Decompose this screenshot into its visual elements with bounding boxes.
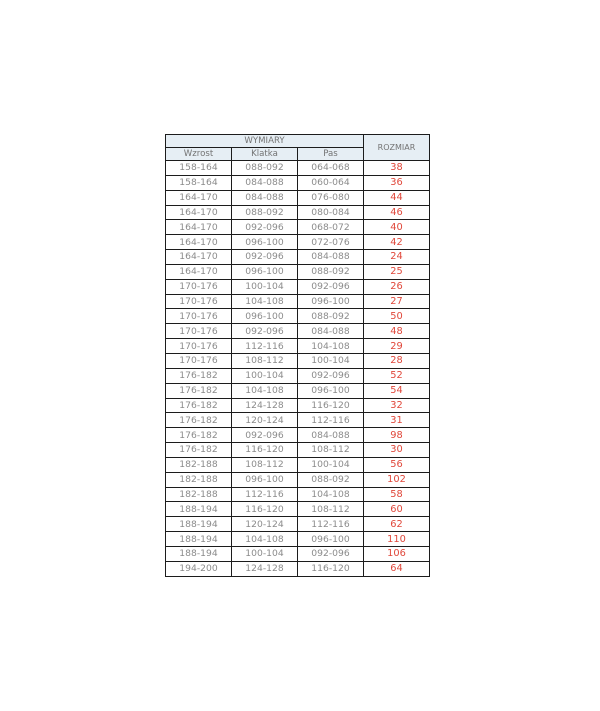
pas-cell: 100-104 — [298, 353, 364, 368]
klatka-cell: 120-124 — [232, 517, 298, 532]
wzrost-cell: 194-200 — [166, 561, 232, 576]
wzrost-cell: 176-182 — [166, 398, 232, 413]
rozmiar-cell: 27 — [364, 294, 430, 309]
rozmiar-cell: 38 — [364, 161, 430, 176]
klatka-cell: 112-116 — [232, 339, 298, 354]
column-header-pas: Pas — [298, 148, 364, 161]
pas-cell: 088-092 — [298, 264, 364, 279]
table-row — [166, 502, 430, 517]
rozmiar-cell: 58 — [364, 487, 430, 502]
klatka-cell: 096-100 — [232, 309, 298, 324]
rozmiar-cell: 40 — [364, 220, 430, 235]
rozmiar-cell: 50 — [364, 309, 430, 324]
rozmiar-cell: 110 — [364, 532, 430, 547]
table-row — [166, 190, 430, 205]
wzrost-cell: 170-176 — [166, 309, 232, 324]
klatka-cell: 088-092 — [232, 205, 298, 220]
size-chart-table — [165, 134, 430, 577]
pas-cell: 108-112 — [298, 502, 364, 517]
pas-cell: 116-120 — [298, 398, 364, 413]
klatka-cell: 084-088 — [232, 190, 298, 205]
rozmiar-cell: 31 — [364, 413, 430, 428]
wzrost-cell: 188-194 — [166, 502, 232, 517]
table-row — [166, 324, 430, 339]
rozmiar-cell: 28 — [364, 353, 430, 368]
table-row — [166, 294, 430, 309]
klatka-cell: 088-092 — [232, 161, 298, 176]
wzrost-cell: 158-164 — [166, 175, 232, 190]
wzrost-cell: 170-176 — [166, 279, 232, 294]
table-row — [166, 517, 430, 532]
table-row — [166, 398, 430, 413]
pas-cell: 064-068 — [298, 161, 364, 176]
wzrost-cell: 182-188 — [166, 472, 232, 487]
klatka-cell: 104-108 — [232, 383, 298, 398]
wzrost-cell: 164-170 — [166, 235, 232, 250]
pas-cell: 072-076 — [298, 235, 364, 250]
table-row — [166, 279, 430, 294]
pas-cell: 092-096 — [298, 546, 364, 561]
wzrost-cell: 176-182 — [166, 443, 232, 458]
pas-cell: 088-092 — [298, 309, 364, 324]
table-row — [166, 368, 430, 383]
table-row — [166, 383, 430, 398]
pas-cell: 116-120 — [298, 561, 364, 576]
pas-cell: 112-116 — [298, 517, 364, 532]
rozmiar-cell: 32 — [364, 398, 430, 413]
pas-cell: 068-072 — [298, 220, 364, 235]
rozmiar-cell: 36 — [364, 175, 430, 190]
rozmiar-cell: 98 — [364, 428, 430, 443]
pas-cell: 084-088 — [298, 324, 364, 339]
klatka-cell: 120-124 — [232, 413, 298, 428]
wzrost-cell: 182-188 — [166, 457, 232, 472]
table-row — [166, 546, 430, 561]
pas-cell: 084-088 — [298, 250, 364, 265]
pas-cell: 104-108 — [298, 339, 364, 354]
wzrost-cell: 176-182 — [166, 383, 232, 398]
size-chart-body — [166, 161, 430, 577]
table-row — [166, 161, 430, 176]
klatka-cell: 112-116 — [232, 487, 298, 502]
table-row — [166, 561, 430, 576]
pas-cell: 108-112 — [298, 443, 364, 458]
rozmiar-cell: 44 — [364, 190, 430, 205]
wzrost-cell: 182-188 — [166, 487, 232, 502]
klatka-cell: 092-096 — [232, 250, 298, 265]
rozmiar-cell: 56 — [364, 457, 430, 472]
klatka-cell: 104-108 — [232, 532, 298, 547]
rozmiar-cell: 25 — [364, 264, 430, 279]
pas-cell: 096-100 — [298, 294, 364, 309]
column-header-rozmiar: ROZMIAR — [364, 135, 430, 161]
rozmiar-cell: 106 — [364, 546, 430, 561]
klatka-cell: 092-096 — [232, 220, 298, 235]
pas-cell: 112-116 — [298, 413, 364, 428]
rozmiar-cell: 64 — [364, 561, 430, 576]
table-row — [166, 472, 430, 487]
klatka-cell: 092-096 — [232, 428, 298, 443]
wzrost-cell: 170-176 — [166, 353, 232, 368]
rozmiar-cell: 62 — [364, 517, 430, 532]
klatka-cell: 116-120 — [232, 443, 298, 458]
rozmiar-cell: 52 — [364, 368, 430, 383]
wzrost-cell: 170-176 — [166, 294, 232, 309]
rozmiar-cell: 30 — [364, 443, 430, 458]
table-row — [166, 175, 430, 190]
wzrost-cell: 158-164 — [166, 161, 232, 176]
table-row — [166, 250, 430, 265]
pas-cell: 076-080 — [298, 190, 364, 205]
wzrost-cell: 170-176 — [166, 324, 232, 339]
rozmiar-cell: 24 — [364, 250, 430, 265]
wzrost-cell: 188-194 — [166, 532, 232, 547]
klatka-cell: 108-112 — [232, 353, 298, 368]
column-header-wzrost: Wzrost — [166, 148, 232, 161]
table-row — [166, 205, 430, 220]
table-row — [166, 443, 430, 458]
klatka-cell: 108-112 — [232, 457, 298, 472]
rozmiar-cell: 42 — [364, 235, 430, 250]
pas-cell: 096-100 — [298, 383, 364, 398]
table-row — [166, 428, 430, 443]
pas-cell: 104-108 — [298, 487, 364, 502]
klatka-cell: 100-104 — [232, 546, 298, 561]
rozmiar-cell: 48 — [364, 324, 430, 339]
wzrost-cell: 176-182 — [166, 413, 232, 428]
table-row — [166, 339, 430, 354]
column-header-klatka: Klatka — [232, 148, 298, 161]
pas-cell: 100-104 — [298, 457, 364, 472]
klatka-cell: 096-100 — [232, 472, 298, 487]
rozmiar-cell: 46 — [364, 205, 430, 220]
wzrost-cell: 188-194 — [166, 517, 232, 532]
group-header-wymiary: WYMIARY — [166, 135, 364, 148]
klatka-cell: 096-100 — [232, 264, 298, 279]
klatka-cell: 084-088 — [232, 175, 298, 190]
rozmiar-cell: 29 — [364, 339, 430, 354]
wzrost-cell: 164-170 — [166, 250, 232, 265]
klatka-cell: 096-100 — [232, 235, 298, 250]
table-row — [166, 457, 430, 472]
wzrost-cell: 170-176 — [166, 339, 232, 354]
table-row — [166, 532, 430, 547]
wzrost-cell: 164-170 — [166, 205, 232, 220]
pas-cell: 084-088 — [298, 428, 364, 443]
klatka-cell: 124-128 — [232, 561, 298, 576]
pas-cell: 092-096 — [298, 368, 364, 383]
table-row — [166, 264, 430, 279]
wzrost-cell: 164-170 — [166, 190, 232, 205]
klatka-cell: 124-128 — [232, 398, 298, 413]
wzrost-cell: 164-170 — [166, 220, 232, 235]
table-row — [166, 235, 430, 250]
rozmiar-cell: 26 — [364, 279, 430, 294]
rozmiar-cell: 54 — [364, 383, 430, 398]
klatka-cell: 100-104 — [232, 368, 298, 383]
pas-cell: 088-092 — [298, 472, 364, 487]
table-row — [166, 220, 430, 235]
wzrost-cell: 188-194 — [166, 546, 232, 561]
pas-cell: 060-064 — [298, 175, 364, 190]
klatka-cell: 100-104 — [232, 279, 298, 294]
rozmiar-cell: 102 — [364, 472, 430, 487]
pas-cell: 080-084 — [298, 205, 364, 220]
table-row — [166, 353, 430, 368]
wzrost-cell: 176-182 — [166, 428, 232, 443]
table-row — [166, 413, 430, 428]
klatka-cell: 092-096 — [232, 324, 298, 339]
table-row — [166, 309, 430, 324]
pas-cell: 092-096 — [298, 279, 364, 294]
klatka-cell: 116-120 — [232, 502, 298, 517]
wzrost-cell: 176-182 — [166, 368, 232, 383]
klatka-cell: 104-108 — [232, 294, 298, 309]
rozmiar-cell: 60 — [364, 502, 430, 517]
wzrost-cell: 164-170 — [166, 264, 232, 279]
table-row — [166, 487, 430, 502]
pas-cell: 096-100 — [298, 532, 364, 547]
